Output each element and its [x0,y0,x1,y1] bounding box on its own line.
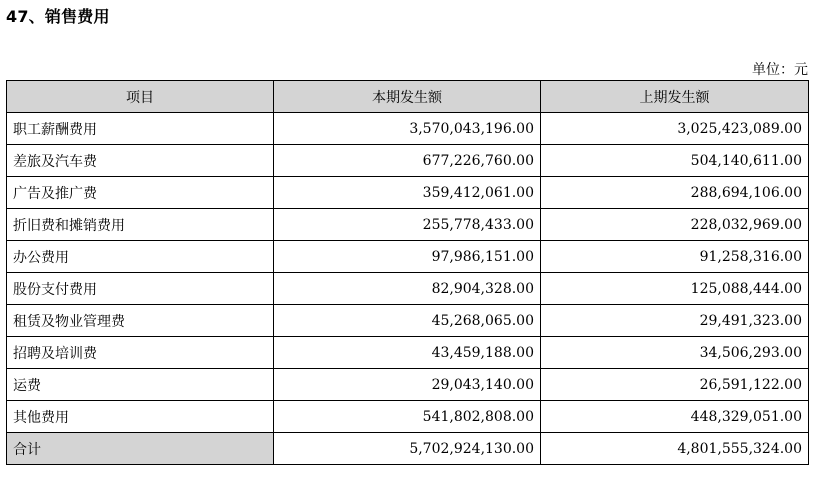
table-row [7,401,809,433]
row-prior: 504,140,611.00 [541,145,809,177]
column-header-item: 项目 [7,81,274,113]
table-row [7,305,809,337]
row-current: 541,802,808.00 [274,401,541,433]
row-item: 职工薪酬费用 [7,113,274,145]
row-current: 359,412,061.00 [274,177,541,209]
total-current: 5,702,924,130.00 [274,433,541,465]
table-header-row [7,81,809,113]
row-current: 45,268,065.00 [274,305,541,337]
row-item: 其他费用 [7,401,274,433]
table-row [7,273,809,305]
row-prior: 91,258,316.00 [541,241,809,273]
row-current: 29,043,140.00 [274,369,541,401]
total-prior: 4,801,555,324.00 [541,433,809,465]
table-total-row [7,433,809,465]
row-prior: 228,032,969.00 [541,209,809,241]
row-current: 255,778,433.00 [274,209,541,241]
row-prior: 29,491,323.00 [541,305,809,337]
row-item: 办公费用 [7,241,274,273]
table-row [7,145,809,177]
row-current: 82,904,328.00 [274,273,541,305]
row-current: 3,570,043,196.00 [274,113,541,145]
row-item: 折旧费和摊销费用 [7,209,274,241]
row-item: 广告及推广费 [7,177,274,209]
row-current: 43,459,188.00 [274,337,541,369]
sales-expense-table [6,80,809,465]
row-item: 租赁及物业管理费 [7,305,274,337]
row-item: 股份支付费用 [7,273,274,305]
row-prior: 3,025,423,089.00 [541,113,809,145]
column-header-current: 本期发生额 [274,81,541,113]
total-item: 合计 [7,433,274,465]
table-row [7,113,809,145]
row-prior: 26,591,122.00 [541,369,809,401]
table-row [7,337,809,369]
table-row [7,177,809,209]
unit-label: 单位：元 [752,62,808,78]
column-header-prior: 上期发生额 [541,81,809,113]
row-current: 677,226,760.00 [274,145,541,177]
row-item: 差旅及汽车费 [7,145,274,177]
table-row [7,209,809,241]
table-row [7,369,809,401]
row-item: 运费 [7,369,274,401]
row-item: 招聘及培训费 [7,337,274,369]
row-current: 97,986,151.00 [274,241,541,273]
table-row [7,241,809,273]
row-prior: 288,694,106.00 [541,177,809,209]
row-prior: 125,088,444.00 [541,273,809,305]
row-prior: 448,329,051.00 [541,401,809,433]
row-prior: 34,506,293.00 [541,337,809,369]
section-heading: 47、销售费用 [6,7,110,26]
